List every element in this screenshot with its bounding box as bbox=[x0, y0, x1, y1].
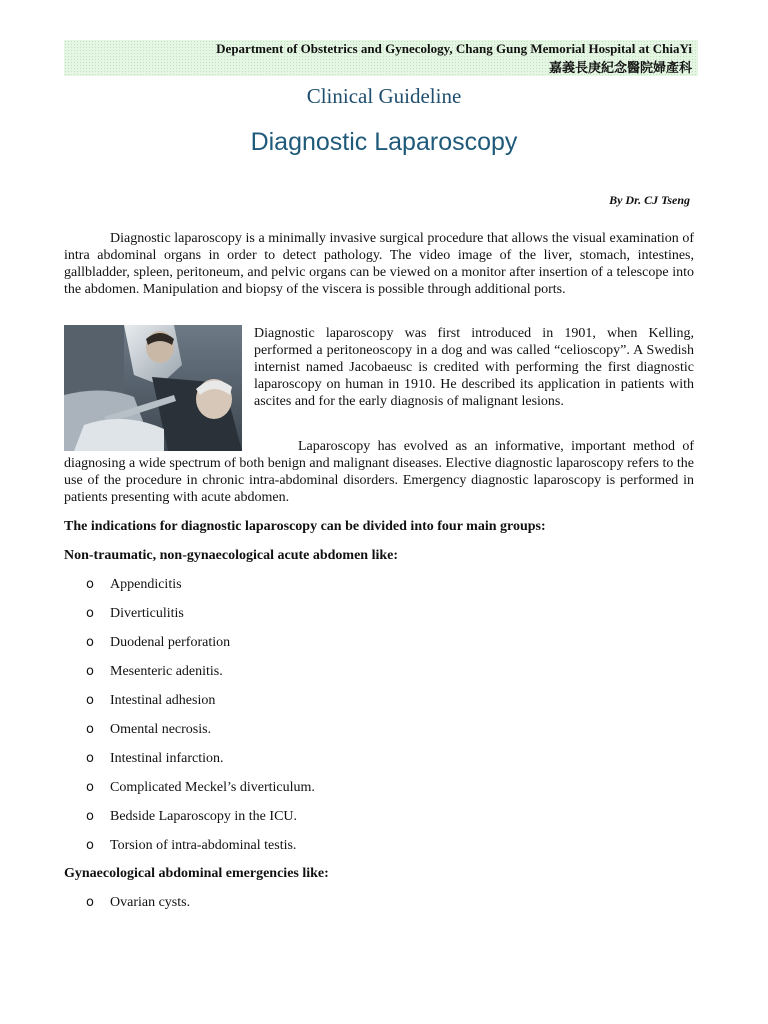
list-item-text: Omental necrosis. bbox=[110, 722, 212, 737]
bullet-icon: o bbox=[86, 577, 94, 592]
list-item bbox=[86, 634, 315, 663]
department-name-english: Department of Obstetrics and Gynecology, Chang Gung Memorial Hospital at ChiaYi bbox=[216, 41, 692, 56]
list-item-text: Appendicitis bbox=[110, 577, 182, 592]
list-item bbox=[86, 663, 315, 692]
list-item-text: Ovarian cysts. bbox=[110, 895, 191, 910]
list-item bbox=[86, 692, 315, 721]
list-item-text: Intestinal infarction. bbox=[110, 751, 224, 766]
list-item-text: Bedside Laparoscopy in the ICU. bbox=[110, 809, 298, 824]
bullet-icon: o bbox=[86, 664, 94, 679]
group2-list bbox=[86, 894, 190, 923]
group2-heading: Gynaecological abdominal emergencies like: bbox=[64, 866, 329, 881]
department-name-chinese: 嘉義長庚紀念醫院婦產科 bbox=[548, 61, 692, 76]
historical-laparoscopy-photo bbox=[64, 325, 242, 451]
group1-heading: Non-traumatic, non-gynaecological acute abdomen like: bbox=[64, 548, 399, 563]
list-item-text: Duodenal perforation bbox=[110, 635, 231, 650]
bullet-icon: o bbox=[86, 722, 94, 737]
list-item bbox=[86, 808, 315, 837]
bullet-icon: o bbox=[86, 635, 94, 650]
group1-list bbox=[86, 576, 315, 866]
header-band bbox=[64, 40, 698, 76]
bullet-icon: o bbox=[86, 809, 94, 824]
list-item bbox=[86, 837, 315, 866]
list-item bbox=[86, 605, 315, 634]
bullet-icon: o bbox=[86, 838, 94, 853]
document-title: Diagnostic Laparoscopy bbox=[250, 128, 518, 156]
list-item bbox=[86, 576, 315, 605]
history-paragraph: Diagnostic laparoscopy was first introduced in 1901, when Kelling, performed a peritoneoscopy in a dog and was called “celioscopy”. A Swedish internist named Jacobaeusc is credited with performing the first diagnostic laparoscopy on human in 1910. He described its application in patients with ascites and for the early diagnosis of malignant lesions. bbox=[254, 326, 694, 409]
author-byline: By Dr. CJ Tseng bbox=[609, 193, 690, 207]
bullet-icon: o bbox=[86, 780, 94, 795]
list-item-text: Intestinal adhesion bbox=[110, 693, 216, 708]
bullet-icon: o bbox=[86, 751, 94, 766]
bullet-icon: o bbox=[86, 606, 94, 621]
intro-paragraph: Diagnostic laparoscopy is a minimally invasive surgical procedure that allows the visual examination of intra abdominal organs in order to detect pathology. The video image of the liver, stomach, intestines, gallbladder, spleen, peritoneum, and pelvic organs can be viewed on a monitor after insertion of a telescope into the abdomen. Manipulation and biopsy of the viscera is possible through additional ports. bbox=[64, 231, 694, 297]
photo-illustration bbox=[64, 325, 242, 451]
list-item bbox=[86, 750, 315, 779]
bullet-icon: o bbox=[86, 693, 94, 708]
list-item bbox=[86, 894, 190, 923]
evolution-paragraph: Laparoscopy has evolved as an informative, important method of diagnosing a wide spectrum of both benign and malignant diseases. Elective diagnostic laparoscopy refers to the use of the procedure in chronic intra-abdominal disorders. Emergency diagnostic laparoscopy is performed in patients presenting with acute abdomen. bbox=[64, 439, 694, 505]
list-item-text: Complicated Meckel’s diverticulum. bbox=[110, 780, 315, 795]
list-item bbox=[86, 779, 315, 808]
list-item-text: Diverticulitis bbox=[110, 606, 184, 621]
indications-heading: The indications for diagnostic laparoscopy can be divided into four main groups: bbox=[64, 519, 546, 534]
list-item bbox=[86, 721, 315, 750]
document-subtitle: Clinical Guideline bbox=[306, 84, 462, 108]
list-item-text: Torsion of intra-abdominal testis. bbox=[110, 838, 297, 853]
list-item-text: Mesenteric adenitis. bbox=[110, 664, 223, 679]
bullet-icon: o bbox=[86, 895, 94, 910]
